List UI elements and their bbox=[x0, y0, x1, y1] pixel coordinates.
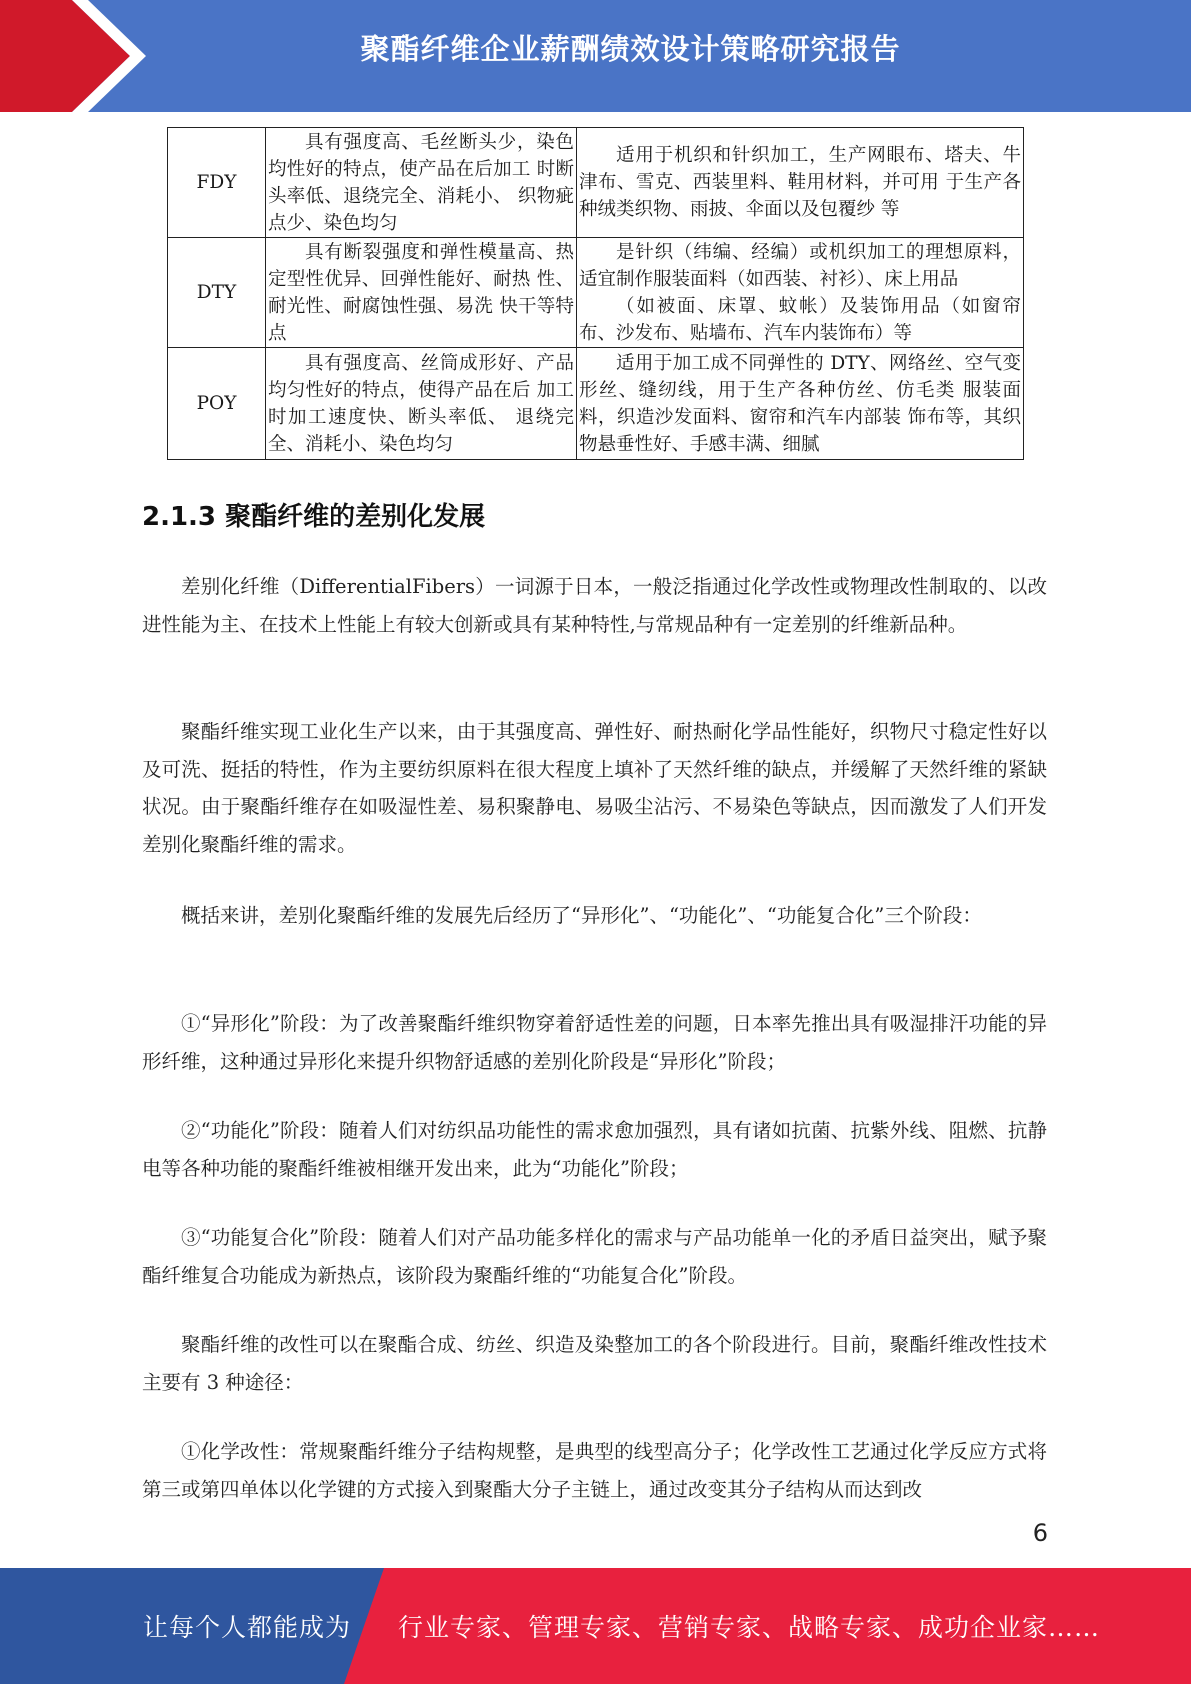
features-cell: 具有断裂强度和弹性模量高、热定型性优异、回弹性能好、耐热 性、耐光性、耐腐蚀性强、易洗 快干等特点 bbox=[266, 238, 577, 348]
page-number: 6 bbox=[1032, 1519, 1048, 1547]
table-row bbox=[168, 128, 1024, 238]
paragraph: ①化学改性：常规聚酯纤维分子结构规整，是典型的线型高分子；化学改性工艺通过化学反应方式将第三或第四单体以化学键的方式接入到聚酯大分子主链上，通过改变其分子结构从而达到改 bbox=[142, 1440, 1047, 1501]
header-arrow-decoration bbox=[0, 0, 150, 112]
page-header bbox=[0, 0, 1191, 112]
paragraph: ①“异形化”阶段：为了改善聚酯纤维织物穿着舒适性差的问题，日本率先推出具有吸湿排汗功能的异形纤维，这种通过异形化来提升织物舒适感的差别化阶段是“异形化”阶段； bbox=[142, 1012, 1047, 1073]
fiber-name-cell: POY bbox=[168, 348, 266, 460]
paragraph: 概括来讲，差别化聚酯纤维的发展先后经历了“异形化”、“功能化”、“功能复合化”三个阶段： bbox=[181, 904, 982, 927]
table-row bbox=[168, 238, 1024, 348]
report-title: 聚酯纤维企业薪酬绩效设计策略研究报告 bbox=[360, 32, 901, 66]
uses-cell: 适用于加工成不同弹性的 DTY、网络丝、空气变形丝、缝纫线，用于生产各种仿丝、仿毛类 服装面料，织造沙发面料、窗帘和汽车内部装 饰布等，其织物悬垂性好、手感丰满、细腻 bbox=[577, 348, 1024, 460]
section-heading: 2.1.3 聚酯纤维的差别化发展 bbox=[142, 502, 486, 532]
page-footer bbox=[0, 1568, 1191, 1684]
paragraph: 聚酯纤维的改性可以在聚酯合成、纺丝、织造及染整加工的各个阶段进行。目前，聚酯纤维改性技术主要有 3 种途径： bbox=[142, 1333, 1047, 1394]
fiber-type-table bbox=[167, 127, 1024, 460]
features-cell: 具有强度高、丝筒成形好、产品均匀性好的特点，使得产品在后 加工时加工速度快、断头率低、 退绕完全、消耗小、染色均匀 bbox=[266, 348, 577, 460]
uses-cell: 适用于机织和针织加工，生产网眼布、塔夫、牛津布、雪克、西装里料、鞋用材料，并可用 于生产各种绒类织物、雨披、伞面以及包覆纱 等 bbox=[577, 128, 1024, 238]
paragraph: ③“功能复合化”阶段：随着人们对产品功能多样化的需求与产品功能单一化的矛盾日益突出，赋予聚酯纤维复合功能成为新热点，该阶段为聚酯纤维的“功能复合化”阶段。 bbox=[142, 1226, 1047, 1287]
table-row bbox=[168, 348, 1024, 460]
footer-slogan-left: 让每个人都能成为 bbox=[143, 1613, 352, 1642]
paragraph: 差别化纤维（DifferentialFibers）一词源于日本，一般泛指通过化学改性或物理改性制取的、以改进性能为主、在技术上性能上有较大创新或具有某种特性,与常规品种有一定差别的纤维新品种。 bbox=[142, 575, 1047, 636]
fiber-name-cell: DTY bbox=[168, 238, 266, 348]
fiber-name-cell: FDY bbox=[168, 128, 266, 238]
footer-slogan-right: 行业专家、管理专家、营销专家、战略专家、成功企业家…… bbox=[398, 1613, 1101, 1642]
paragraph: 聚酯纤维实现工业化生产以来，由于其强度高、弹性好、耐热耐化学品性能好，织物尺寸稳定性好以及可洗、挺括的特性，作为主要纺织原料在很大程度上填补了天然纤维的缺点，并缓解了天然纤维的紧缺状况。由于聚酯纤维存在如吸湿性差、易积聚静电、易吸尘沾污、不易染色等缺点，因而激发了人们开发差别化聚酯纤维的需求。 bbox=[142, 720, 1047, 856]
uses-cell: 是针织（纬编、经编）或机织加工的理想原料，适宜制作服装面料（如西装、衬衫）、床上用品 （如被面、床罩、蚊帐）及装饰用品（如窗帘布、沙发布、贴墙布、汽车内装饰布）等 bbox=[577, 238, 1024, 348]
paragraph: ②“功能化”阶段：随着人们对纺织品功能性的需求愈加强烈，具有诸如抗菌、抗紫外线、阻燃、抗静电等各种功能的聚酯纤维被相继开发出来，此为“功能化”阶段； bbox=[142, 1119, 1047, 1180]
features-cell: 具有强度高、毛丝断头少，染色均性好的特点，使产品在后加工 时断头率低、退绕完全、消耗小、 织物疵点少、染色均匀 bbox=[266, 128, 577, 238]
